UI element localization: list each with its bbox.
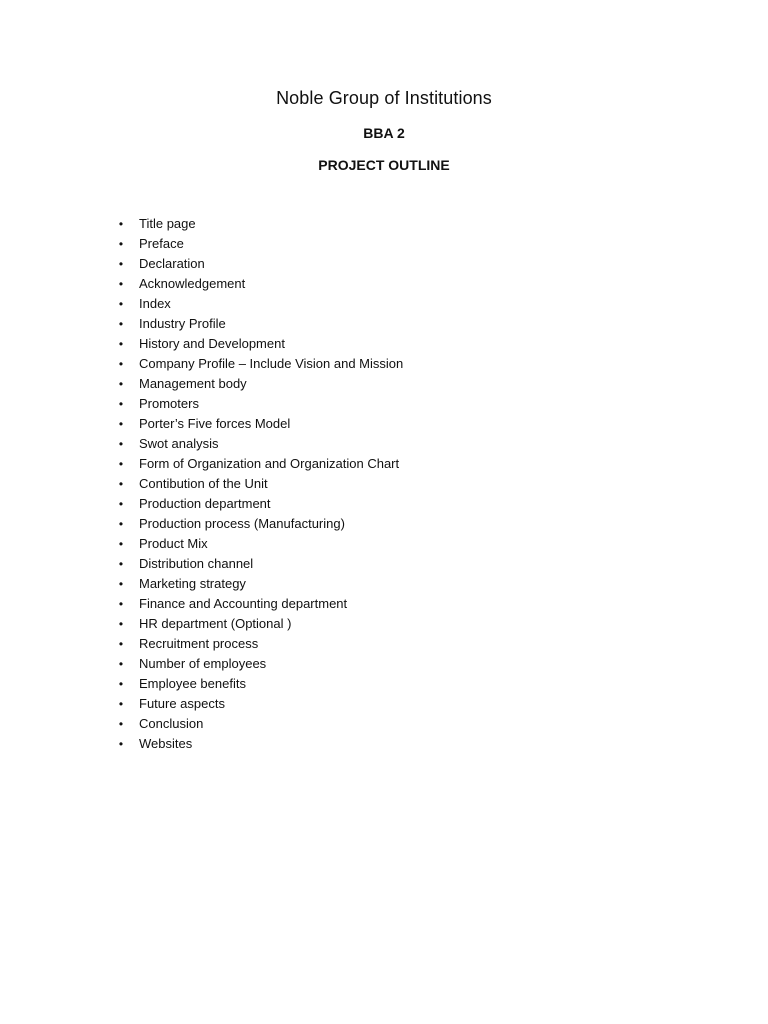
list-item bbox=[113, 454, 673, 474]
program-label: BBA 2 bbox=[363, 125, 405, 141]
list-item-label: Future aspects bbox=[139, 696, 225, 711]
institution-title: Noble Group of Institutions bbox=[276, 88, 492, 108]
bullet-icon: • bbox=[118, 357, 124, 371]
list-item bbox=[113, 694, 673, 714]
list-item-label: History and Development bbox=[139, 336, 285, 351]
list-item bbox=[113, 374, 673, 394]
list-item bbox=[113, 334, 673, 354]
list-item-label: Distribution channel bbox=[139, 556, 254, 571]
list-item-label: Recruitment process bbox=[139, 636, 259, 651]
list-item bbox=[113, 214, 673, 234]
list-item bbox=[113, 474, 673, 494]
bullet-icon: • bbox=[118, 697, 124, 711]
list-item bbox=[113, 594, 673, 614]
list-item-label: Porter’s Five forces Model bbox=[139, 416, 291, 431]
list-item bbox=[113, 294, 673, 314]
bullet-icon: • bbox=[118, 657, 124, 671]
bullet-icon: • bbox=[118, 297, 124, 311]
list-item bbox=[113, 254, 673, 274]
bullet-icon: • bbox=[118, 637, 124, 651]
bullet-icon: • bbox=[118, 497, 124, 511]
list-item-label: Marketing strategy bbox=[139, 576, 246, 591]
list-item-label: Industry Profile bbox=[139, 316, 226, 331]
bullet-icon: • bbox=[118, 397, 124, 411]
list-item-label: Conclusion bbox=[139, 716, 204, 731]
list-item bbox=[113, 734, 673, 754]
list-item bbox=[113, 614, 673, 634]
list-item bbox=[113, 514, 673, 534]
list-item-label: HR department (Optional ) bbox=[139, 616, 292, 631]
list-item-label: Contibution of the Unit bbox=[139, 476, 268, 491]
bullet-icon: • bbox=[118, 677, 124, 691]
bullet-icon: • bbox=[118, 517, 124, 531]
bullet-icon: • bbox=[118, 417, 124, 431]
list-item-label: Production process (Manufacturing) bbox=[139, 516, 345, 531]
list-item bbox=[113, 714, 673, 734]
list-item bbox=[113, 654, 673, 674]
list-item bbox=[113, 394, 673, 414]
list-item bbox=[113, 354, 673, 374]
bullet-icon: • bbox=[118, 237, 124, 251]
list-item bbox=[113, 574, 673, 594]
list-item-label: Promoters bbox=[139, 396, 199, 411]
outline-list bbox=[113, 214, 673, 754]
bullet-icon: • bbox=[118, 377, 124, 391]
list-item-label: Number of employees bbox=[139, 656, 267, 671]
list-item bbox=[113, 414, 673, 434]
list-item bbox=[113, 554, 673, 574]
list-item-label: Preface bbox=[139, 236, 184, 251]
list-item-label: Product Mix bbox=[139, 536, 208, 551]
bullet-icon: • bbox=[118, 337, 124, 351]
bullet-icon: • bbox=[118, 737, 124, 751]
bullet-icon: • bbox=[118, 557, 124, 571]
bullet-icon: • bbox=[118, 257, 124, 271]
bullet-icon: • bbox=[118, 537, 124, 551]
bullet-icon: • bbox=[118, 217, 124, 231]
list-item-label: Acknowledgement bbox=[139, 276, 246, 291]
list-item-label: Index bbox=[139, 296, 171, 311]
bullet-icon: • bbox=[118, 597, 124, 611]
list-item-label: Declaration bbox=[139, 256, 205, 271]
bullet-icon: • bbox=[118, 437, 124, 451]
list-item bbox=[113, 494, 673, 514]
bullet-icon: • bbox=[118, 477, 124, 491]
bullet-icon: • bbox=[118, 457, 124, 471]
bullet-icon: • bbox=[118, 617, 124, 631]
bullet-icon: • bbox=[118, 577, 124, 591]
list-item bbox=[113, 634, 673, 654]
list-item-label: Production department bbox=[139, 496, 271, 511]
outline-heading: PROJECT OUTLINE bbox=[318, 157, 450, 173]
list-item bbox=[113, 674, 673, 694]
list-item bbox=[113, 534, 673, 554]
list-item-label: Swot analysis bbox=[139, 436, 219, 451]
list-item-label: Company Profile – Include Vision and Mission bbox=[139, 356, 404, 371]
bullet-icon: • bbox=[118, 317, 124, 331]
bullet-icon: • bbox=[118, 277, 124, 291]
bullet-icon: • bbox=[118, 717, 124, 731]
list-item bbox=[113, 274, 673, 294]
list-item-label: Employee benefits bbox=[139, 676, 246, 691]
list-item-label: Finance and Accounting department bbox=[139, 596, 348, 611]
list-item bbox=[113, 234, 673, 254]
list-item-label: Management body bbox=[139, 376, 247, 391]
list-item bbox=[113, 314, 673, 334]
list-item-label: Websites bbox=[139, 736, 193, 751]
list-item bbox=[113, 434, 673, 454]
list-item-label: Title page bbox=[139, 216, 196, 231]
list-item-label: Form of Organization and Organization Chart bbox=[139, 456, 400, 471]
